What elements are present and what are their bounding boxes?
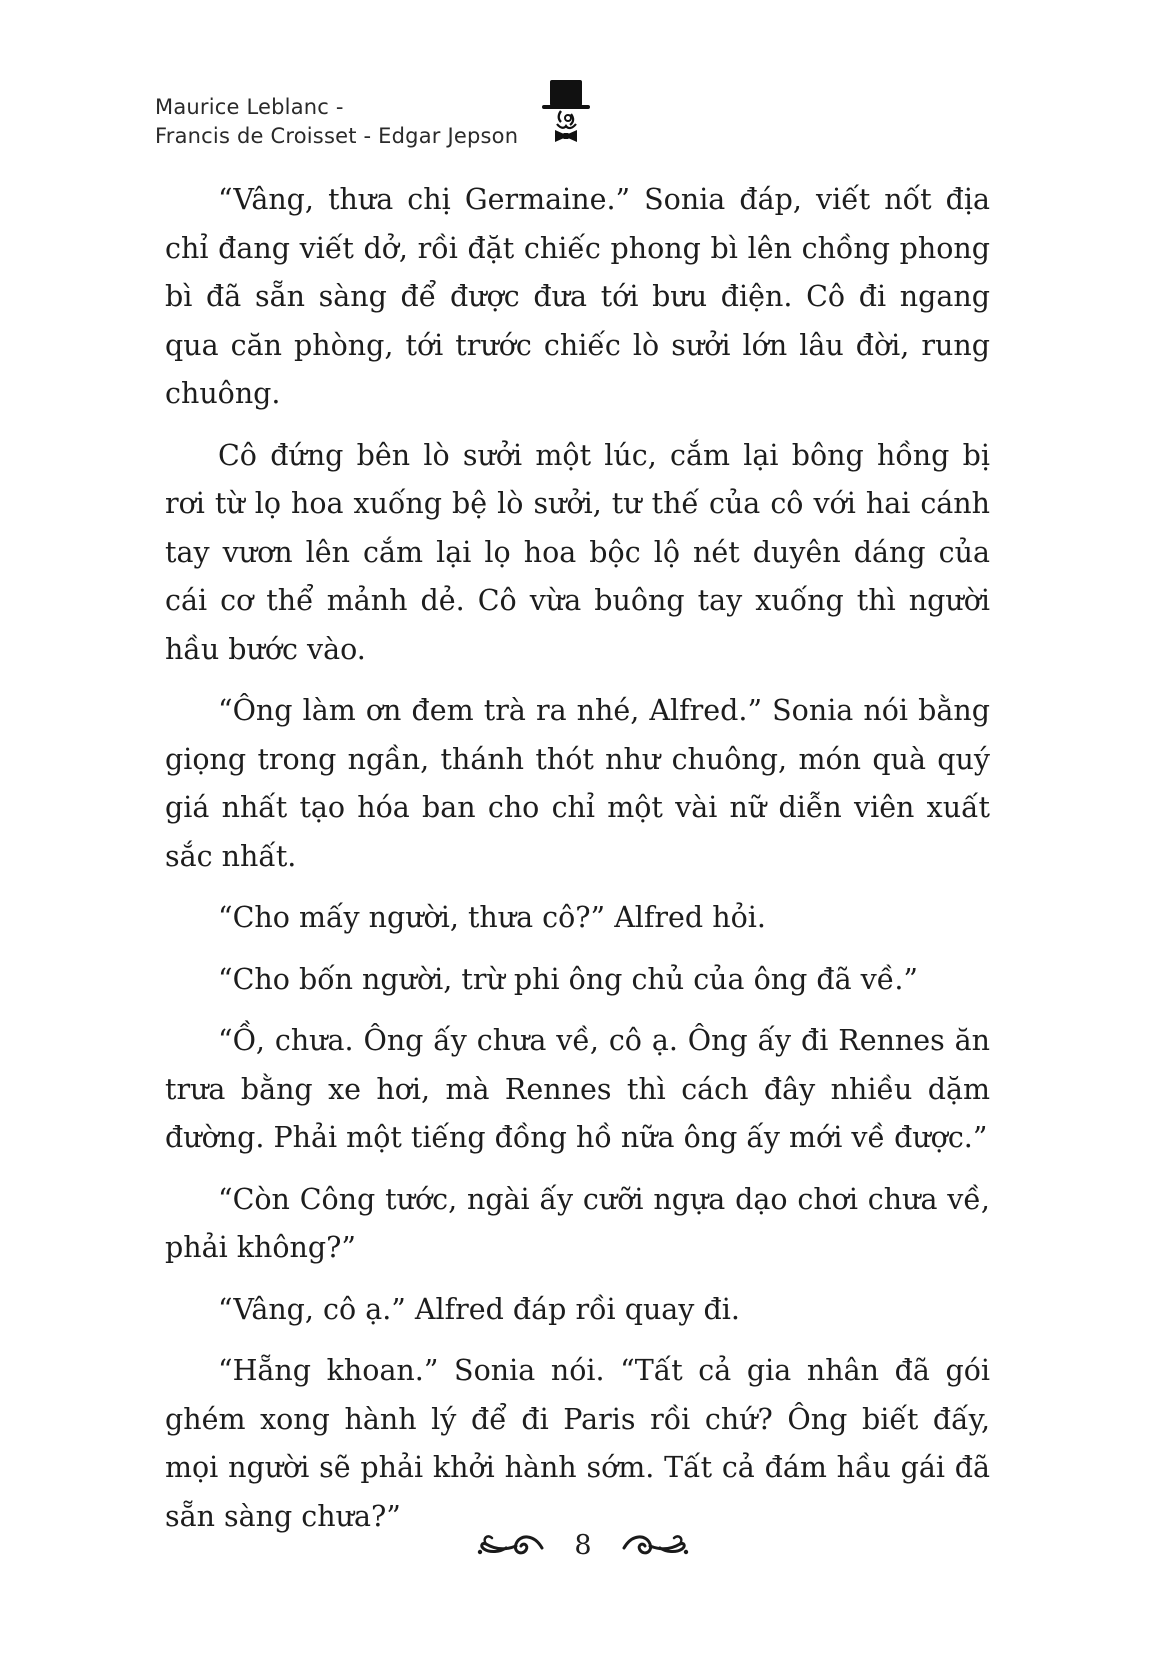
running-header	[155, 93, 518, 151]
page-footer	[0, 1520, 1166, 1570]
paragraph: “Còn Công tước, ngài ấy cưỡi ngựa dạo chơi chưa về, phải không?”	[165, 1182, 990, 1264]
swirl-ornament-left-icon	[476, 1528, 546, 1562]
paragraph: “Cho bốn người, trừ phi ông chủ của ông đã về.”	[218, 962, 918, 996]
author-line-2: Francis de Croisset - Edgar Jepson	[155, 124, 519, 148]
top-hat-monocle-icon	[540, 78, 596, 146]
paragraph: Cô đứng bên lò sưởi một lúc, cắm lại bông hồng bị rơi từ lọ hoa xuống bệ lò sưởi, tư thế của cô với hai cánh tay vươn lên cắm lại lọ hoa bộc lộ nét duyên dáng của cái cơ thể mảnh dẻ. Cô vừa buông tay xuống thì người hầu bước vào.	[165, 438, 990, 666]
paragraph: “Cho mấy người, thưa cô?” Alfred hỏi.	[218, 901, 766, 934]
paragraph: “Vâng, cô ạ.” Alfred đáp rồi quay đi.	[218, 1292, 740, 1326]
paragraph: “Hẵng khoan.” Sonia nói. “Tất cả gia nhân đã gói ghém xong hành lý để đi Paris rồi chứ? Ông biết đấy, mọi người sẽ phải khởi hành sớm. Tất cả đám hầu gái đã sẵn sàng chưa?”	[165, 1354, 990, 1533]
paragraph: “Vâng, thưa chị Germaine.” Sonia đáp, viết nốt địa chỉ đang viết dở, rồi đặt chiếc phong bì lên chồng phong bì đã sẵn sàng để được đưa tới bưu điện. Cô đi ngang qua căn phòng, tới trước chiếc lò sưởi lớn lâu đời, rung chuông.	[165, 183, 990, 410]
paragraph: “Ông làm ơn đem trà ra nhé, Alfred.” Sonia nói bằng giọng trong ngần, thánh thót như chuông, món quà quý giá nhất tạo hóa ban cho chỉ một vài nữ diễn viên xuất sắc nhất.	[165, 694, 990, 873]
paragraph: “Ồ, chưa. Ông ấy chưa về, cô ạ. Ông ấy đi Rennes ăn trưa bằng xe hơi, mà Rennes thì cách đây nhiều dặm đường. Phải một tiếng đồng hồ nữa ông ấy mới về được.”	[165, 1024, 990, 1154]
swirl-ornament-right-icon	[620, 1528, 690, 1562]
body-text	[165, 176, 990, 1554]
author-line-1: Maurice Leblanc -	[155, 95, 344, 119]
page-number: 8	[574, 1529, 592, 1561]
